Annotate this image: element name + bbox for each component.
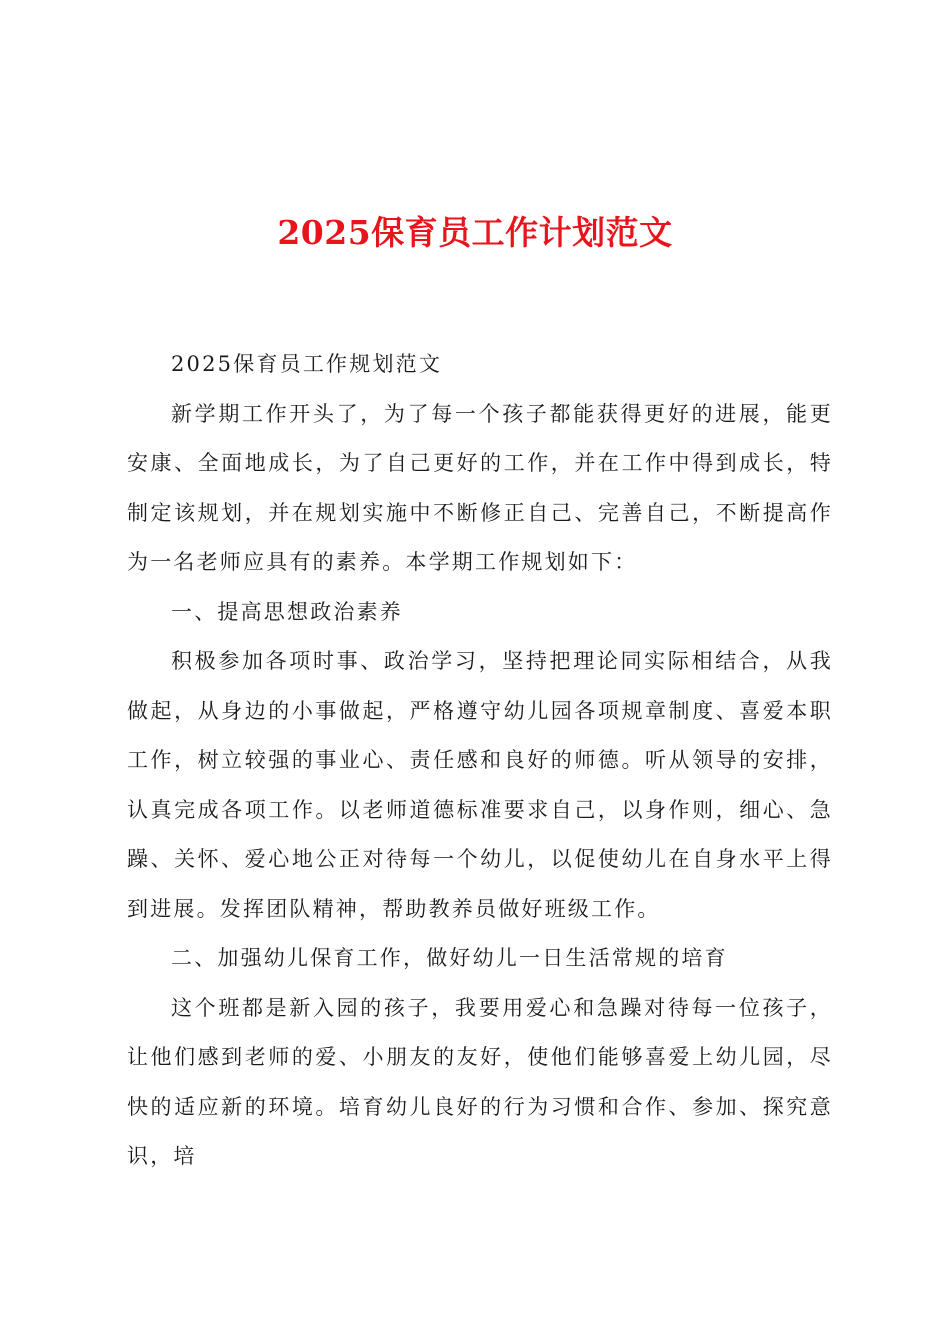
section-heading-2: 二、加强幼儿保育工作，做好幼儿一日生活常规的培育 [171,946,728,970]
section-heading-1: 一、提高思想政治素养 [171,599,403,624]
paragraph-section-1: 积极参加各项时事、政治学习，坚持把理论同实际相结合，从我做起，从身边的小事做起，严格遵守幼儿园各项规章制度、喜爱本职工作，树立较强的事业心、责任感和良好的师德。听从领导的安排，认真完成各项工作。以老师道德标准要求自己，以身作则，细心、急躁、关怀、爱心地公正对待每一个幼儿，以促使幼儿在自身水平上得到进展。发挥团队精神，帮助教养员做好班级工作。 [127,649,833,921]
document-body [127,340,833,1182]
paragraph-subtitle: 2025保育员工作规划范文 [171,352,443,376]
paragraph-section-2: 这个班都是新入园的孩子，我要用爱心和急躁对待每一位孩子，让他们感到老师的爱、小朋友的友好，使他们能够喜爱上幼儿园，尽快的适应新的环境。培育幼儿良好的行为习惯和合作、参加、探究意识，培 [127,995,833,1168]
document-title: 2025保育员工作计划范文 [277,213,673,252]
paragraph-intro: 新学期工作开头了，为了每一个孩子都能获得更好的进展，能更安康、全面地成长，为了自己更好的工作，并在工作中得到成长，特制定该规划，并在规划实施中不断修正自己、完善自己，不断提高作为一名老师应具有的素养。本学期工作规划如下： [127,401,833,574]
